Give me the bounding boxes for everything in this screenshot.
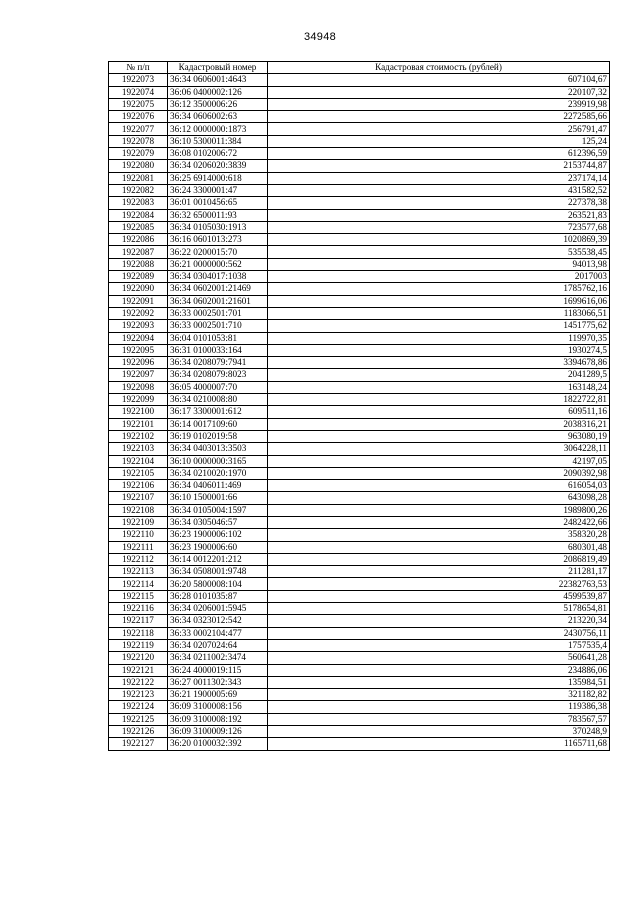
table-row [109, 492, 610, 504]
cadastral-value-cell: 612396,59 [268, 148, 610, 160]
row-number-cell: 1922116 [109, 603, 168, 615]
cadastral-value-cell: 213220,34 [268, 615, 610, 627]
table-row [109, 184, 610, 196]
row-number-cell: 1922090 [109, 283, 168, 295]
cadastral-value-cell: 135984,51 [268, 676, 610, 688]
page-number: 34948 [303, 31, 337, 43]
row-number-cell: 1922100 [109, 406, 168, 418]
cadastral-value-cell: 2041289,5 [268, 369, 610, 381]
table-row [109, 320, 610, 332]
cadastral-number-cell: 36:23 1900006:60 [168, 541, 268, 553]
cadastral-value-cell: 609511,16 [268, 406, 610, 418]
cadastral-number-cell: 36:34 0105030:1913 [168, 221, 268, 233]
cadastral-number-cell: 36:34 0606002:63 [168, 111, 268, 123]
table-row [109, 516, 610, 528]
cadastral-number-cell: 36:17 3300001:612 [168, 406, 268, 418]
cadastral-value-cell: 616054,03 [268, 480, 610, 492]
cadastral-value-cell: 227378,38 [268, 197, 610, 209]
cadastral-value-cell: 2017003 [268, 271, 610, 283]
table-row [109, 246, 610, 258]
row-number-cell: 1922117 [109, 615, 168, 627]
table-row [109, 344, 610, 356]
table-row [109, 283, 610, 295]
table-row [109, 221, 610, 233]
table-row [109, 369, 610, 381]
row-number-cell: 1922084 [109, 209, 168, 221]
cadastral-value-cell: 22382763,53 [268, 578, 610, 590]
cadastral-number-cell: 36:34 0305046:57 [168, 516, 268, 528]
table-row [109, 258, 610, 270]
row-number-cell: 1922080 [109, 160, 168, 172]
row-number-cell: 1922097 [109, 369, 168, 381]
cadastral-value-cell: 2086819,49 [268, 553, 610, 565]
table-row [109, 615, 610, 627]
cadastral-value-cell: 1989800,26 [268, 504, 610, 516]
table-row [109, 148, 610, 160]
row-number-cell: 1922119 [109, 639, 168, 651]
table-row [109, 664, 610, 676]
table-row [109, 603, 610, 615]
row-number-cell: 1922099 [109, 394, 168, 406]
cadastral-value-cell: 2153744,87 [268, 160, 610, 172]
cadastral-number-cell: 36:09 3100008:192 [168, 713, 268, 725]
row-number-cell: 1922096 [109, 357, 168, 369]
cadastral-value-cell: 1822722,81 [268, 394, 610, 406]
row-number-cell: 1922109 [109, 516, 168, 528]
row-number-cell: 1922085 [109, 221, 168, 233]
cadastral-value-cell: 2430756,11 [268, 627, 610, 639]
cadastral-value-cell: 607104,67 [268, 74, 610, 86]
cadastral-number-cell: 36:34 0207024:64 [168, 639, 268, 651]
row-number-cell: 1922081 [109, 172, 168, 184]
table-row [109, 480, 610, 492]
row-number-cell: 1922122 [109, 676, 168, 688]
cadastral-value-cell: 963080,19 [268, 430, 610, 442]
cadastral-number-cell: 36:10 1500001:66 [168, 492, 268, 504]
row-number-cell: 1922103 [109, 443, 168, 455]
table-row [109, 652, 610, 664]
cadastral-number-cell: 36:33 0002501:701 [168, 307, 268, 319]
cadastral-number-cell: 36:22 0200015:70 [168, 246, 268, 258]
row-number-cell: 1922087 [109, 246, 168, 258]
cadastral-value-cell: 1020869,39 [268, 234, 610, 246]
row-number-cell: 1922110 [109, 529, 168, 541]
row-number-cell: 1922086 [109, 234, 168, 246]
cadastral-value-cell: 358320,28 [268, 529, 610, 541]
cadastral-value-cell: 163148,24 [268, 381, 610, 393]
row-number-cell: 1922124 [109, 701, 168, 713]
cadastral-value-table [108, 61, 610, 751]
cadastral-number-cell: 36:34 0211002:3474 [168, 652, 268, 664]
cadastral-value-cell: 2482422,66 [268, 516, 610, 528]
table-row [109, 430, 610, 442]
cadastral-value-cell: 1183066,51 [268, 307, 610, 319]
table-row [109, 566, 610, 578]
cadastral-number-cell: 36:34 0602001:21469 [168, 283, 268, 295]
table-row [109, 529, 610, 541]
table-row [109, 406, 610, 418]
row-number-cell: 1922076 [109, 111, 168, 123]
table-body [109, 74, 610, 750]
table-row [109, 98, 610, 110]
row-number-cell: 1922082 [109, 184, 168, 196]
cadastral-value-cell: 263521,83 [268, 209, 610, 221]
cadastral-value-cell: 3394678,86 [268, 357, 610, 369]
table-row [109, 394, 610, 406]
row-number-cell: 1922091 [109, 295, 168, 307]
cadastral-value-cell: 94013,98 [268, 258, 610, 270]
table-row [109, 627, 610, 639]
cadastral-number-cell: 36:34 0508001:9748 [168, 566, 268, 578]
table-row [109, 209, 610, 221]
row-number-cell: 1922113 [109, 566, 168, 578]
row-number-cell: 1922112 [109, 553, 168, 565]
table-row [109, 701, 610, 713]
cadastral-value-cell: 535538,45 [268, 246, 610, 258]
cadastral-value-cell: 4599539,87 [268, 590, 610, 602]
cadastral-value-cell: 1699616,06 [268, 295, 610, 307]
row-number-cell: 1922120 [109, 652, 168, 664]
table-row [109, 74, 610, 86]
cadastral-value-cell: 42197,05 [268, 455, 610, 467]
row-number-cell: 1922073 [109, 74, 168, 86]
row-number-cell: 1922125 [109, 713, 168, 725]
cadastral-value-cell: 2038316,21 [268, 418, 610, 430]
table-row [109, 467, 610, 479]
table-row [109, 443, 610, 455]
cadastral-number-cell: 36:33 0002501:710 [168, 320, 268, 332]
table-row [109, 738, 610, 750]
row-number-cell: 1922089 [109, 271, 168, 283]
row-number-cell: 1922115 [109, 590, 168, 602]
cadastral-number-cell: 36:34 0406011:469 [168, 480, 268, 492]
cadastral-value-cell: 431582,52 [268, 184, 610, 196]
cadastral-number-cell: 36:05 4000007:70 [168, 381, 268, 393]
table-row [109, 541, 610, 553]
cadastral-number-cell: 36:25 6914000:618 [168, 172, 268, 184]
cadastral-number-cell: 36:24 3300001:47 [168, 184, 268, 196]
cadastral-number-cell: 36:34 0323012:542 [168, 615, 268, 627]
row-number-cell: 1922093 [109, 320, 168, 332]
row-number-cell: 1922121 [109, 664, 168, 676]
cadastral-value-cell: 680301,48 [268, 541, 610, 553]
cadastral-value-cell: 3064228,11 [268, 443, 610, 455]
table-row [109, 689, 610, 701]
row-number-cell: 1922106 [109, 480, 168, 492]
cadastral-number-cell: 36:14 0017109:60 [168, 418, 268, 430]
cadastral-value-cell: 1757535,4 [268, 639, 610, 651]
table-row [109, 553, 610, 565]
cadastral-number-cell: 36:34 0208079:8023 [168, 369, 268, 381]
row-number-cell: 1922107 [109, 492, 168, 504]
cadastral-value-cell: 119970,35 [268, 332, 610, 344]
row-number-cell: 1922075 [109, 98, 168, 110]
row-number-cell: 1922094 [109, 332, 168, 344]
cadastral-value-cell: 1165711,68 [268, 738, 610, 750]
cadastral-number-cell: 36:06 0400002:126 [168, 86, 268, 98]
cadastral-value-cell: 256791,47 [268, 123, 610, 135]
row-number-cell: 1922127 [109, 738, 168, 750]
row-number-cell: 1922123 [109, 689, 168, 701]
table-row [109, 504, 610, 516]
table-row [109, 639, 610, 651]
cadastral-number-cell: 36:27 0011302:343 [168, 676, 268, 688]
table-row [109, 271, 610, 283]
row-number-cell: 1922098 [109, 381, 168, 393]
cadastral-number-cell: 36:34 0210008:80 [168, 394, 268, 406]
row-number-cell: 1922104 [109, 455, 168, 467]
cadastral-number-cell: 36:23 1900006:102 [168, 529, 268, 541]
table-row [109, 160, 610, 172]
row-number-cell: 1922083 [109, 197, 168, 209]
row-number-cell: 1922101 [109, 418, 168, 430]
row-number-cell: 1922126 [109, 726, 168, 738]
cadastral-number-cell: 36:01 0010456:65 [168, 197, 268, 209]
cadastral-value-cell: 560641,28 [268, 652, 610, 664]
table-row [109, 455, 610, 467]
table-row [109, 332, 610, 344]
table-header-row [109, 62, 610, 74]
cadastral-number-cell: 36:32 6500011:93 [168, 209, 268, 221]
cadastral-number-cell: 36:08 0102006:72 [168, 148, 268, 160]
cadastral-number-cell: 36:20 5800008:104 [168, 578, 268, 590]
row-number-cell: 1922077 [109, 123, 168, 135]
table-row [109, 578, 610, 590]
table-row [109, 590, 610, 602]
column-header-number: № п/п [109, 62, 168, 74]
cadastral-number-cell: 36:10 5300011:384 [168, 135, 268, 147]
table-row [109, 713, 610, 725]
cadastral-value-cell: 1785762,16 [268, 283, 610, 295]
table-row [109, 197, 610, 209]
cadastral-number-cell: 36:21 1900005:69 [168, 689, 268, 701]
cadastral-number-cell: 36:04 0101053:81 [168, 332, 268, 344]
table-row [109, 111, 610, 123]
row-number-cell: 1922074 [109, 86, 168, 98]
cadastral-value-cell: 2272585,66 [268, 111, 610, 123]
table-row [109, 172, 610, 184]
cadastral-number-cell: 36:34 0206020:3839 [168, 160, 268, 172]
row-number-cell: 1922092 [109, 307, 168, 319]
cadastral-value-cell: 119386,38 [268, 701, 610, 713]
table-row [109, 295, 610, 307]
cadastral-number-cell: 36:09 3100008:156 [168, 701, 268, 713]
column-header-cadastral-value: Кадастровая стоимость (рублей) [268, 62, 610, 74]
cadastral-number-cell: 36:34 0403013:3503 [168, 443, 268, 455]
cadastral-value-cell: 239919,98 [268, 98, 610, 110]
cadastral-number-cell: 36:09 3100009:126 [168, 726, 268, 738]
cadastral-value-cell: 211281,17 [268, 566, 610, 578]
table-row [109, 357, 610, 369]
table-row [109, 135, 610, 147]
cadastral-number-cell: 36:16 0601013:273 [168, 234, 268, 246]
cadastral-number-cell: 36:33 0002104:477 [168, 627, 268, 639]
cadastral-number-cell: 36:24 4000019:115 [168, 664, 268, 676]
table-row [109, 307, 610, 319]
cadastral-value-cell: 125,24 [268, 135, 610, 147]
table-row [109, 418, 610, 430]
cadastral-number-cell: 36:14 0012201:212 [168, 553, 268, 565]
cadastral-value-cell: 2090392,98 [268, 467, 610, 479]
cadastral-value-cell: 723577,68 [268, 221, 610, 233]
cadastral-value-cell: 321182,82 [268, 689, 610, 701]
cadastral-number-cell: 36:19 0102019:58 [168, 430, 268, 442]
cadastral-number-cell: 36:34 0206001:5945 [168, 603, 268, 615]
cadastral-number-cell: 36:34 0602001:21601 [168, 295, 268, 307]
row-number-cell: 1922118 [109, 627, 168, 639]
cadastral-value-cell: 1930274,5 [268, 344, 610, 356]
cadastral-number-cell: 36:10 0000000:3165 [168, 455, 268, 467]
row-number-cell: 1922114 [109, 578, 168, 590]
cadastral-value-cell: 237174,14 [268, 172, 610, 184]
row-number-cell: 1922095 [109, 344, 168, 356]
row-number-cell: 1922088 [109, 258, 168, 270]
cadastral-value-cell: 370248,9 [268, 726, 610, 738]
cadastral-value-cell: 783567,57 [268, 713, 610, 725]
cadastral-value-cell: 234886,06 [268, 664, 610, 676]
cadastral-number-cell: 36:34 0304017:1038 [168, 271, 268, 283]
cadastral-number-cell: 36:12 0000000:1873 [168, 123, 268, 135]
cadastral-value-cell: 5178654,81 [268, 603, 610, 615]
table-row [109, 123, 610, 135]
row-number-cell: 1922079 [109, 148, 168, 160]
row-number-cell: 1922078 [109, 135, 168, 147]
cadastral-number-cell: 36:31 0100033:164 [168, 344, 268, 356]
table-row [109, 676, 610, 688]
cadastral-number-cell: 36:34 0208079:7941 [168, 357, 268, 369]
table-row [109, 381, 610, 393]
cadastral-number-cell: 36:34 0105004:1597 [168, 504, 268, 516]
cadastral-value-cell: 643098,28 [268, 492, 610, 504]
table-row [109, 234, 610, 246]
column-header-cadastral-number: Кадастровый номер [168, 62, 268, 74]
row-number-cell: 1922102 [109, 430, 168, 442]
table-row [109, 86, 610, 98]
cadastral-number-cell: 36:20 0100032:392 [168, 738, 268, 750]
cadastral-number-cell: 36:12 3500006:26 [168, 98, 268, 110]
cadastral-value-cell: 220107,32 [268, 86, 610, 98]
cadastral-number-cell: 36:21 0000000:562 [168, 258, 268, 270]
cadastral-number-cell: 36:28 0101035:87 [168, 590, 268, 602]
row-number-cell: 1922105 [109, 467, 168, 479]
cadastral-number-cell: 36:34 0606001:4643 [168, 74, 268, 86]
row-number-cell: 1922108 [109, 504, 168, 516]
cadastral-value-cell: 1451775,62 [268, 320, 610, 332]
row-number-cell: 1922111 [109, 541, 168, 553]
table-row [109, 726, 610, 738]
cadastral-number-cell: 36:34 0210020:1970 [168, 467, 268, 479]
